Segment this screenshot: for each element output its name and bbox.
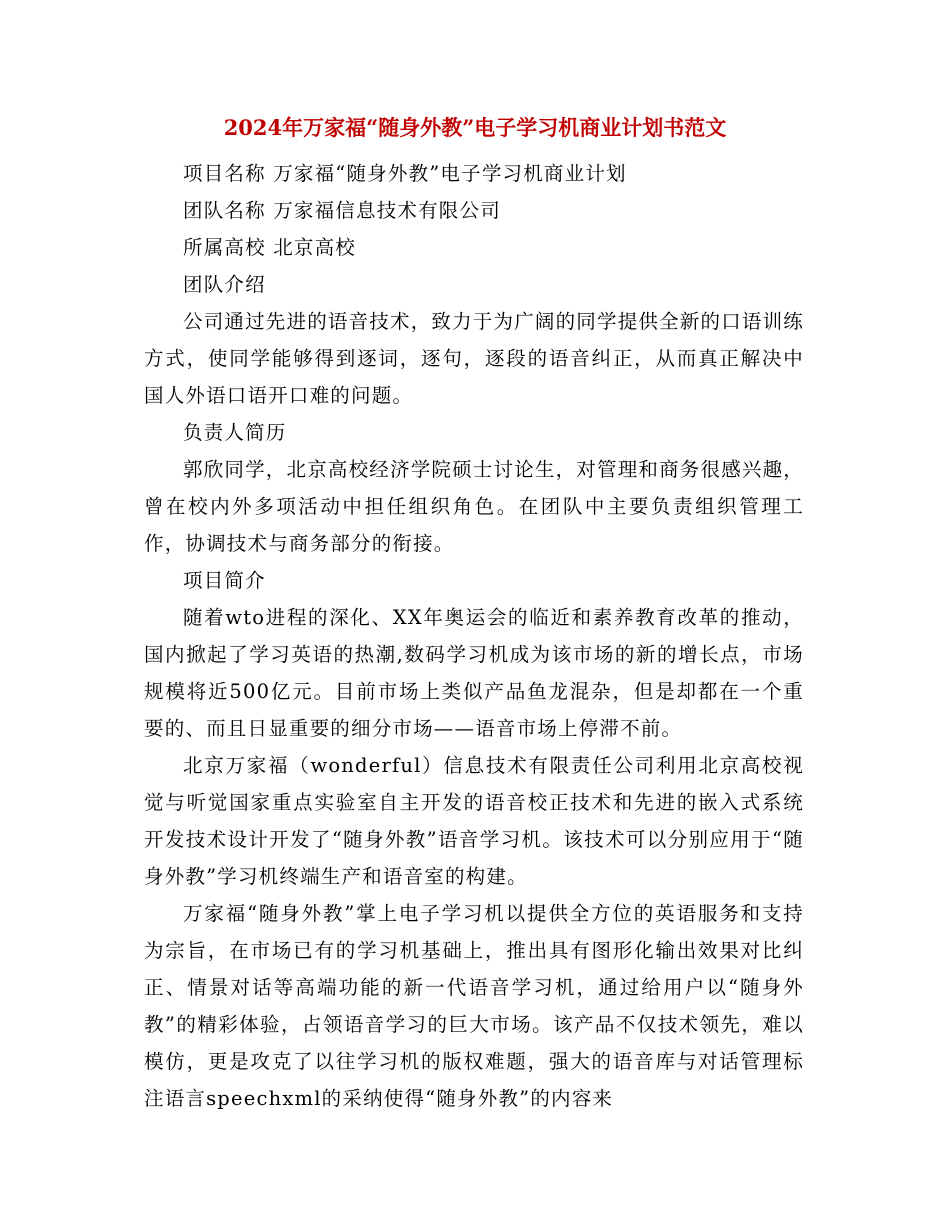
project-name-line: 项目名称 万家福“随身外教”电子学习机商业计划: [183, 162, 627, 185]
team-name-line: 团队名称 万家福信息技术有限公司: [183, 199, 501, 222]
leader-resume-heading: 负责人简历: [183, 421, 287, 444]
document-title: 2024年万家福“随身外教”电子学习机商业计划书范文: [223, 115, 727, 140]
leader-resume-paragraph: 郭欣同学，北京高校经济学院硕士讨论生，对管理和商务很感兴趣，曾在校内外多项活动中担任组织角色。在团队中主要负责组织管理工作，协调技术与商务部分的衔接。: [144, 458, 805, 555]
project-summary-paragraph: 随着wto进程的深化、XX年奥运会的临近和素养教育改革的推动，国内掀起了学习英语的热潮,数码学习机成为该市场的新的增长点，市场规模将近500亿元。目前市场上类似产品鱼龙混杂，但是却都在一个重要的、而且日显重要的细分市场——语音市场上停滞不前。: [144, 606, 804, 740]
product-paragraph: 万家福“随身外教”掌上电子学习机以提供全方位的英语服务和支持为宗旨，在市场已有的学习机基础上，推出具有图形化输出效果对比纠正、情景对话等高端功能的新一代语音学习机，通过给用户以“随身外教”的精彩体验，占领语音学习的巨大市场。该产品不仅技术领先，难以模仿，更是攻克了以往学习机的版权难题，强大的语音库与对话管理标注语言speechxml的采纳使得“随身外教”的内容来: [144, 902, 804, 1110]
university-line: 所属高校 北京高校: [183, 236, 356, 259]
project-summary-heading: 项目简介: [183, 569, 266, 592]
team-intro-paragraph: 公司通过先进的语音技术，致力于为广阔的同学提供全新的口语训练方式，使同学能够得到逐词，逐句，逐段的语音纠正，从而真正解决中国人外语口语开口难的问题。: [144, 310, 805, 407]
document-body: [144, 155, 804, 1117]
team-intro-heading: 团队介绍: [183, 273, 266, 296]
company-paragraph: 北京万家福（wonderful）信息技术有限责任公司利用北京高校视觉与听觉国家重点实验室自主开发的语音校正技术和先进的嵌入式系统开发技术设计开发了“随身外教”语音学习机。该技术可以分别应用于“随身外教”学习机终端生产和语音室的构建。: [144, 754, 804, 888]
